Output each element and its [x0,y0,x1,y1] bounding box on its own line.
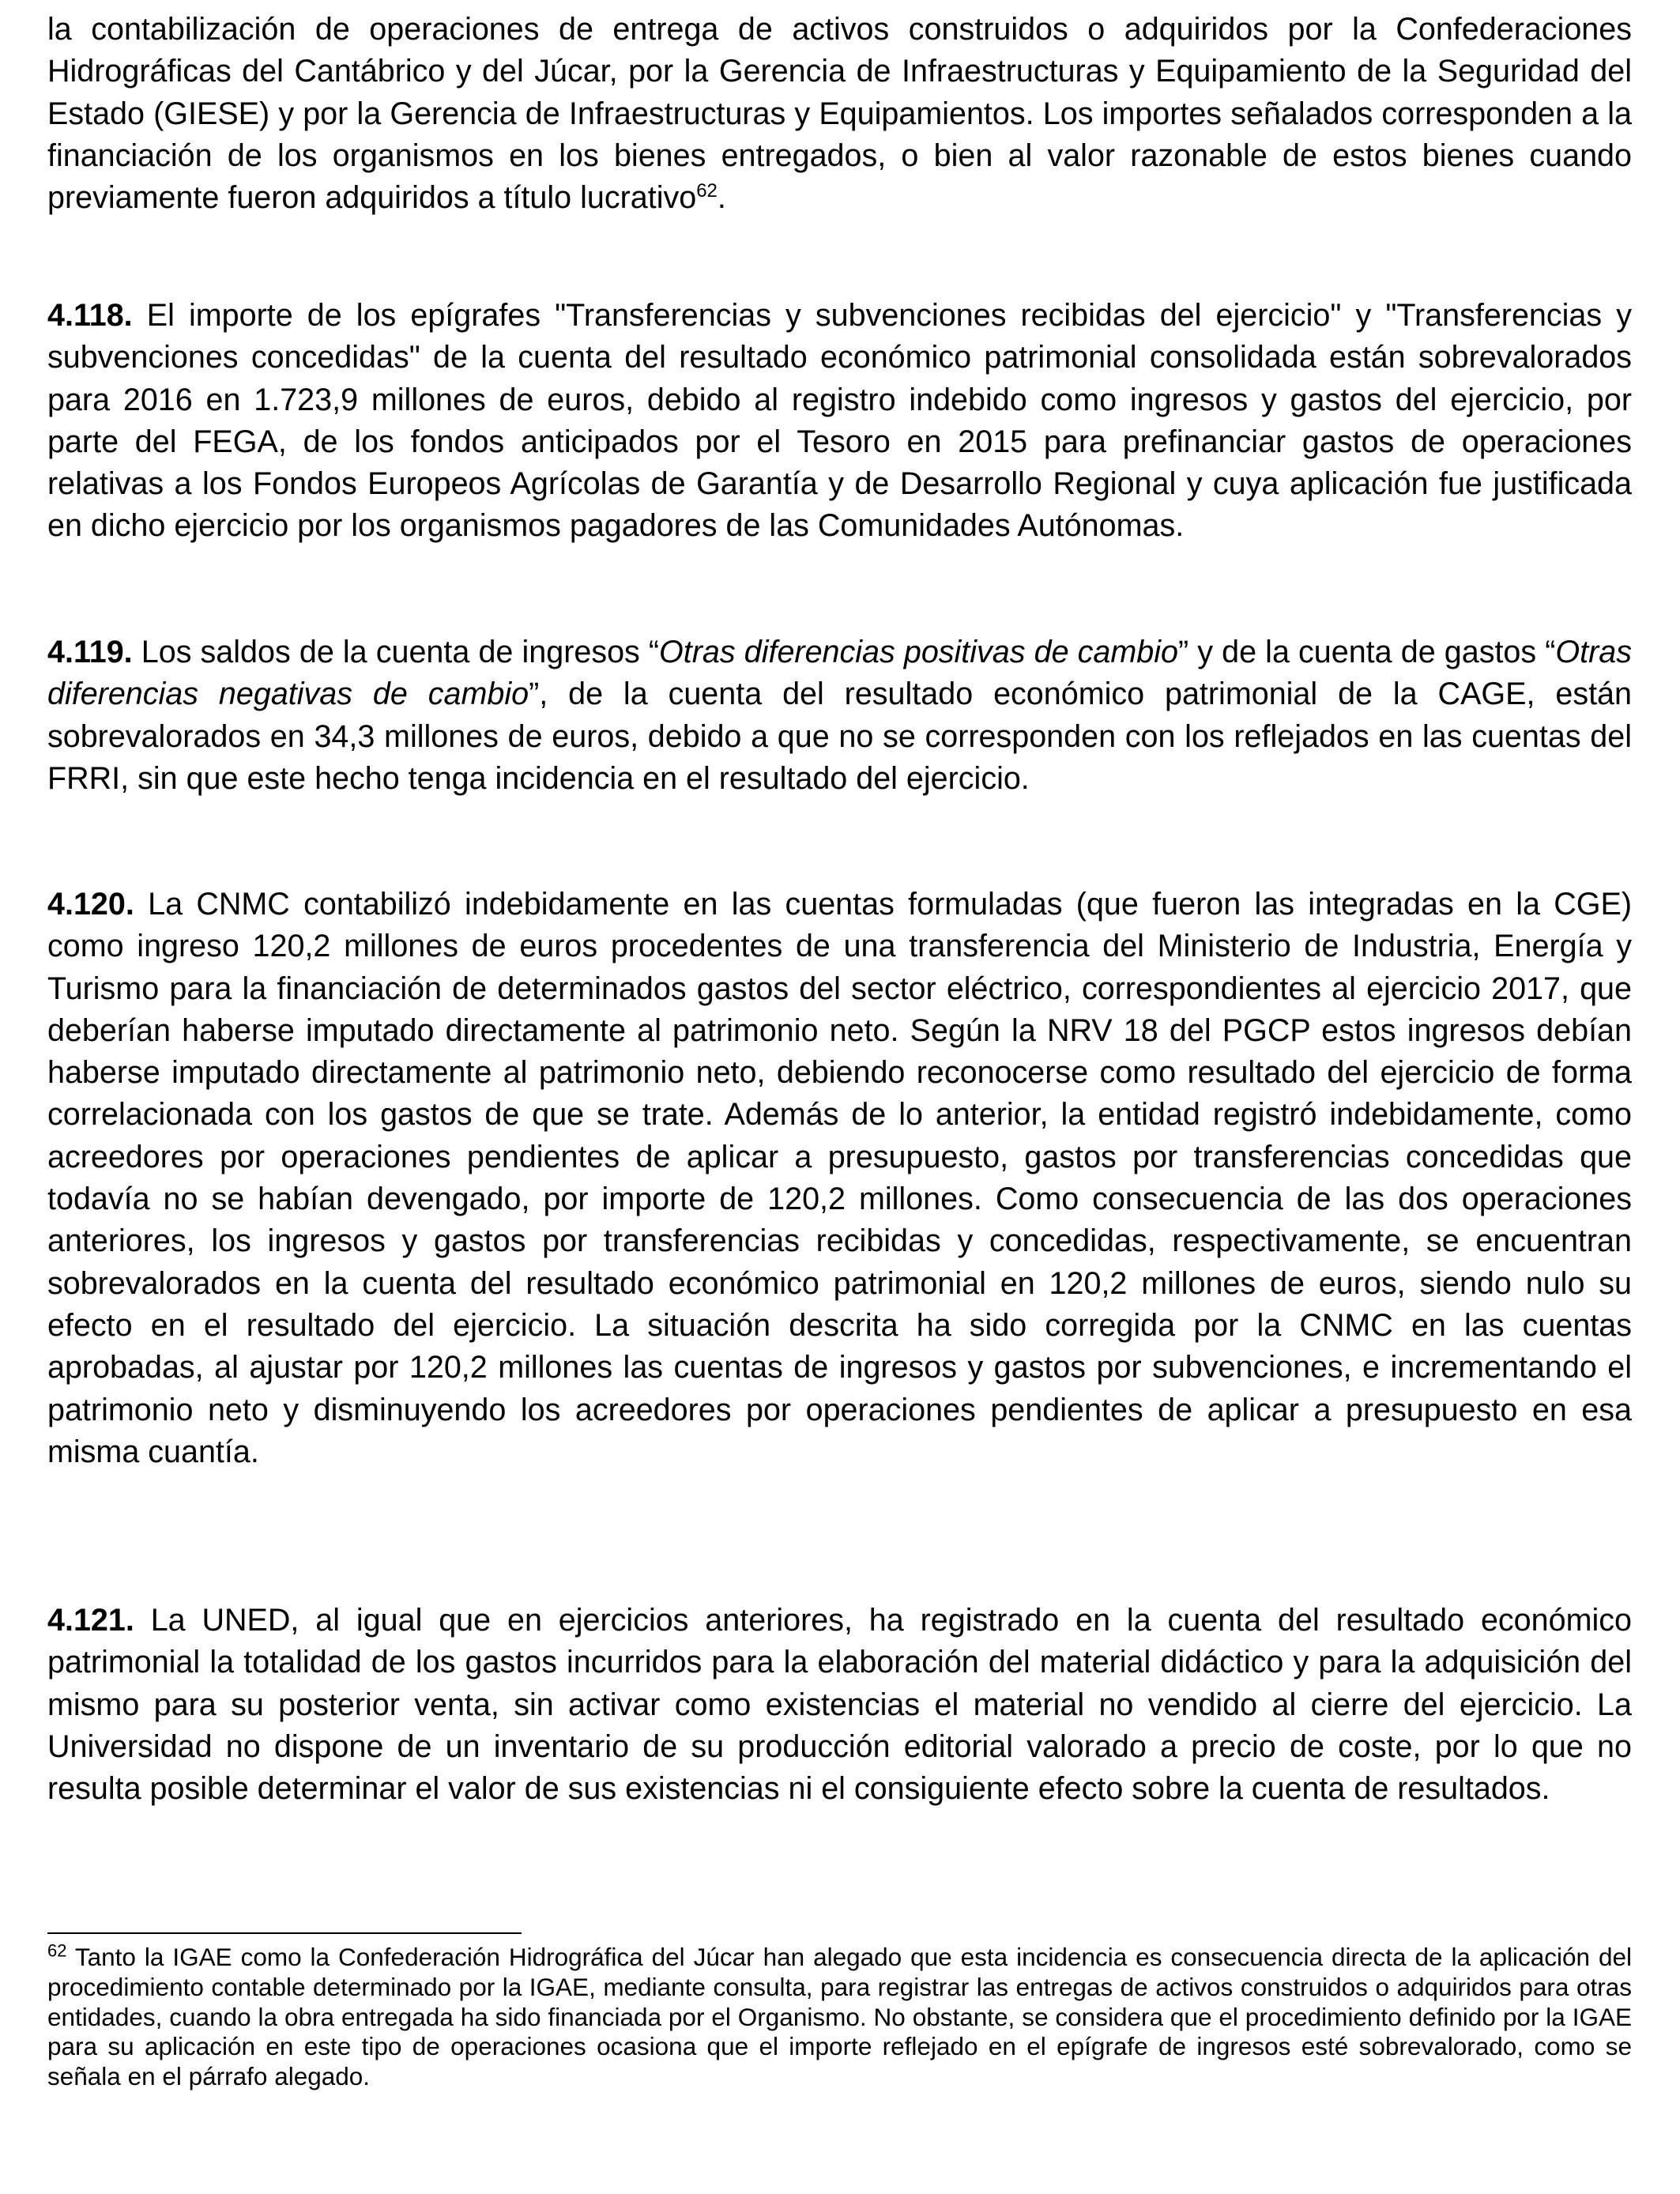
paragraph-text: Los saldos de la cuenta de ingresos “ [141,635,660,669]
paragraph-4-120 [47,884,1632,1473]
footnote-reference[interactable]: 62 [696,180,718,202]
paragraph-end: . [717,180,726,216]
paragraph-continued [47,9,1632,219]
paragraph-number: 4.119. [47,635,133,669]
paragraph-number: 4.118. [47,298,133,333]
account-name-italic: Otras diferencias positivas de cambio [659,635,1179,669]
paragraph-text: ”, de la cuenta del resultado económico patrimonial de la CAGE, están sobrevalorados en 34,3 millones de euros, debido a que no se corresponden con los reflejados en las cuentas del FRRI, sin que este hecho tenga incidencia en el resultado del ejercicio. [47,677,1632,796]
paragraph-number: 4.121. [47,1603,134,1638]
footnote-separator [47,1932,522,1934]
paragraph-text: ” y de la cuenta de gastos “ [1178,635,1556,669]
account-name-italic: Otras diferencias negativas de cambio [47,635,1632,712]
paragraph-text: La UNED, al igual que en ejercicios anteriores, ha registrado en la cuenta del resultado económico patrimonial la totalidad de los gastos incurridos para la elaboración del material didáctico y para la adquisición del mismo para su posterior venta, sin activar como existencias el material no vendido al cierre del ejercicio. La Universidad no dispone de un inventario de su producción editorial valorado a precio de coste, por lo que no resulta posible determinar el valor de sus existencias ni el consiguiente efecto sobre la cuenta de resultados. [47,1603,1632,1807]
document-page [47,0,1632,2194]
paragraph-text: El importe de los epígrafes "Transferencias y subvenciones recibidas del ejercicio" y "Transferencias y subvenciones concedidas" de la cuenta del resultado económico patrimonial consolidada están sobrevalorados para 2016 en 1.723,9 millones de euros, debido al registro indebido como ingresos y gastos del ejercicio, por parte del FEGA, de los fondos anticipados por el Tesoro en 2015 para prefinanciar gastos de operaciones relativas a los Fondos Europeos Agrícolas de Garantía y de Desarrollo Regional y cuya aplicación fue justificada en dicho ejercicio por los organismos pagadores de las Comunidades Autónomas. [47,298,1632,544]
paragraph-text: La CNMC contabilizó indebidamente en las cuentas formuladas (que fueron las integradas en la CGE) como ingreso 120,2 millones de euros procedentes de una transferencia del Ministerio de Industria, Energía y Turismo para la financiación de determinados gastos del sector eléctrico, correspondientes al ejercicio 2017, que deberían haberse imputado directamente al patrimonio neto. Según la NRV 18 del PGCP estos ingresos debían haberse imputado directamente al patrimonio neto, debiendo reconocerse como resultado del ejercicio de forma correlacionada con los gastos de que se trate. Además de lo anterior, la entidad registró indebidamente, como acreedores por operaciones pendientes de aplicar a presupuesto, gastos por transferencias concedidas que todavía no se habían devengado, por importe de 120,2 millones. Como consecuencia de las dos operaciones anteriores, los ingresos y gastos por transferencias recibidas y concedidas, respectivamente, se encuentran sobrevalorados en la cuenta del resultado económico patrimonial en 120,2 millones de euros, siendo nulo su efecto en el resultado del ejercicio. La situación descrita ha sido corregida por la CNMC en las cuentas aprobadas, al ajustar por 120,2 millones las cuentas de ingresos y gastos por subvenciones, e incrementando el patrimonio neto y disminuyendo los acreedores por operaciones pendientes de aplicar a presupuesto en esa misma cuantía. [47,887,1632,1469]
footnote [47,1940,1632,2092]
footnote-number: 62 [47,1940,67,1961]
paragraph-4-121 [47,1600,1632,1810]
footnote-text: Tanto la IGAE como la Confederación Hidrográfica del Júcar han alegado que esta incidencia es consecuencia directa de la aplicación del procedimiento contable determinado por la IGAE, mediante consulta, para registrar las entregas de activos construidos o adquiridos para otras entidades, cuando la obra entregada ha sido financiada por el Organismo. No obstante, se considera que el procedimiento definido por la IGAE para su aplicación en este tipo de operaciones ocasiona que el importe reflejado en el epígrafe de ingresos esté sobrevalorado, como se señala en el párrafo alegado. [47,1943,1632,2091]
paragraph-number: 4.120. [47,887,134,922]
paragraph-text: la contabilización de operaciones de entrega de activos construidos o adquiridos por la Confederaciones Hidrográficas del Cantábrico y del Júcar, por la Gerencia de Infraestructuras y Equipamiento de la Seguridad del Estado (GIESE) y por la Gerencia de Infraestructuras y Equipamientos. Los importes señalados corresponden a la financiación de los organismos en los bienes entregados, o bien al valor razonable de estos bienes cuando previamente fueron adquiridos a título lucrativo [47,12,1632,216]
paragraph-4-118 [47,295,1632,548]
paragraph-4-119 [47,631,1632,800]
